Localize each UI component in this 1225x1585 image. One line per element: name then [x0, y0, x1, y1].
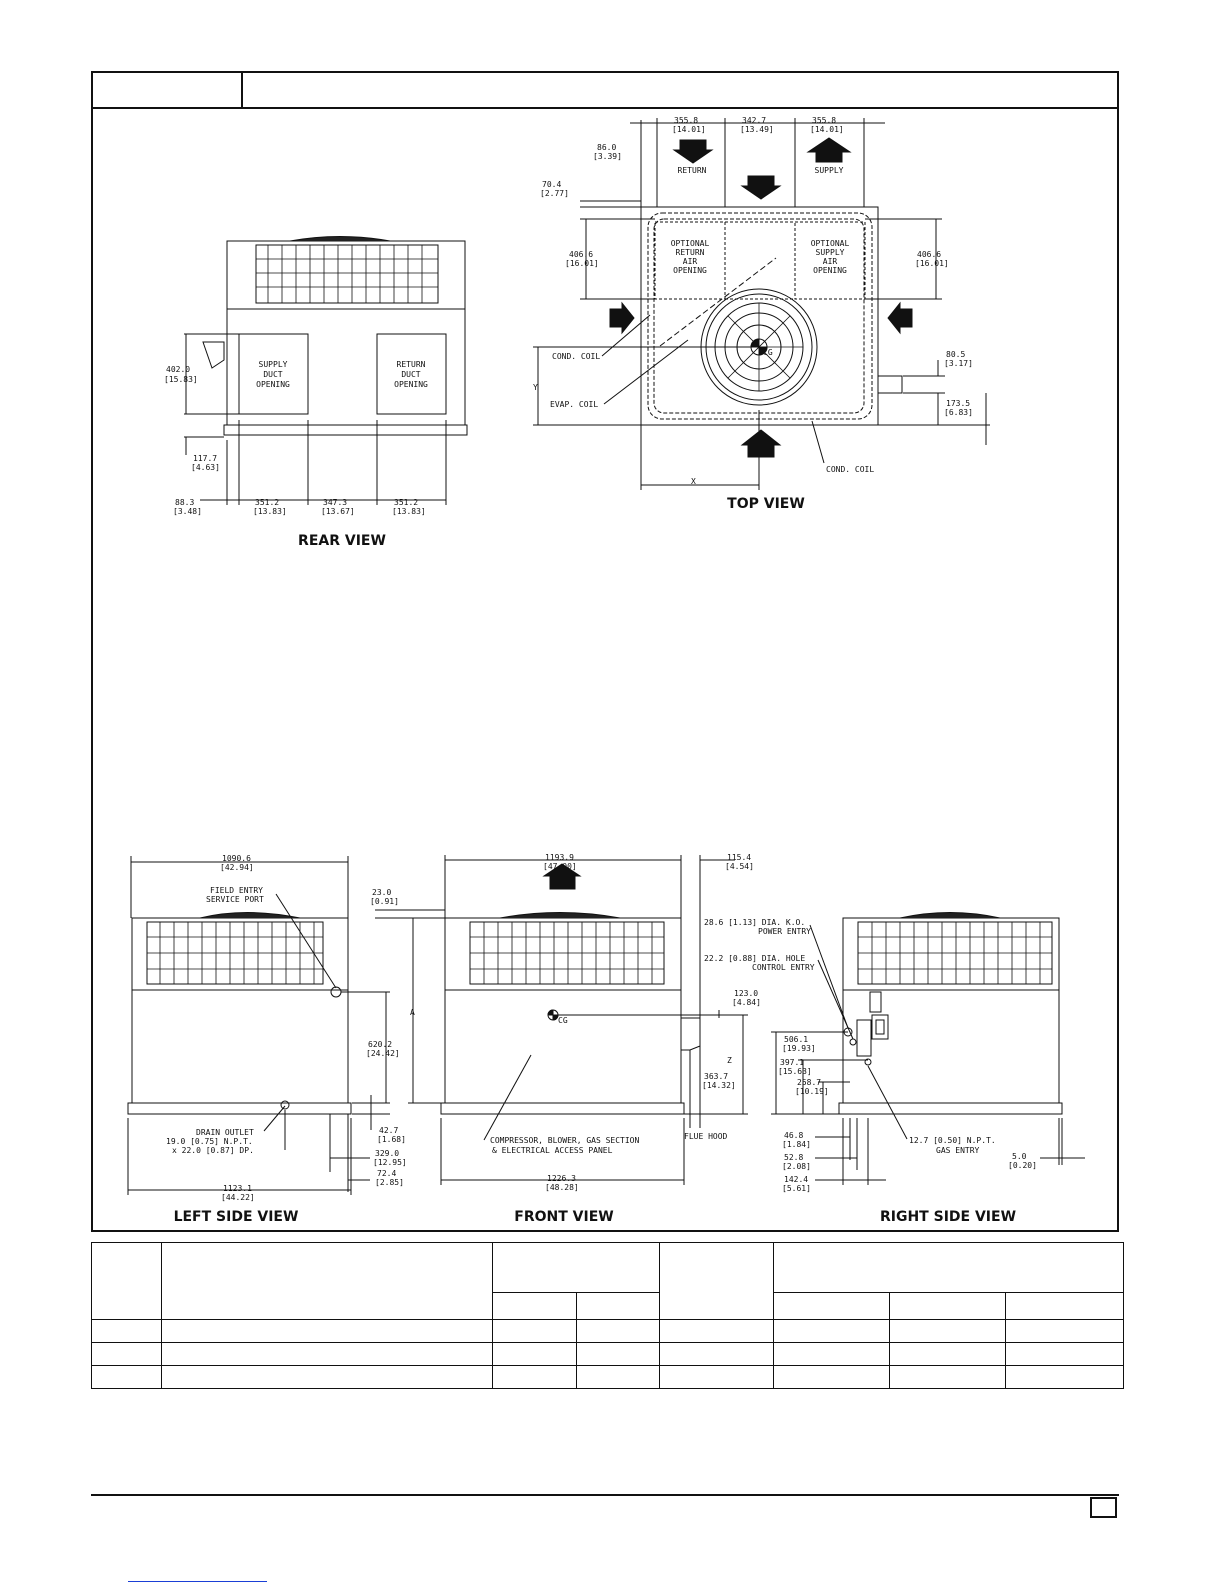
rear-return-label-1: RETURN: [396, 360, 426, 369]
front-z-label: Z: [727, 1056, 732, 1065]
right-dim-d1-in: [19.93]: [782, 1044, 816, 1053]
front-dim-total-in: [48.28]: [545, 1183, 579, 1192]
top-dim-1-in: [14.01]: [672, 125, 706, 134]
right-dim-d1: 506.1: [784, 1035, 809, 1044]
left-dim-d2: 72.4: [377, 1169, 397, 1178]
front-cg-label: CG: [558, 1016, 568, 1025]
panel-label-1: COMPRESSOR, BLOWER, GAS SECTION: [490, 1136, 640, 1145]
left-dim-d1-in: [12.95]: [373, 1158, 407, 1167]
top-dim-6-in: [16.01]: [565, 259, 599, 268]
left-dim-d2-in: [2.85]: [375, 1178, 404, 1187]
top-dim-8-in: [3.17]: [944, 359, 973, 368]
rear-return-label-3: OPENING: [394, 380, 428, 389]
right-dim-d6: 142.4: [784, 1175, 809, 1184]
drain-label-2: 19.0 [0.75] N.P.T.: [166, 1137, 253, 1146]
top-dim-9-in: [6.83]: [944, 408, 973, 417]
right-dim-d4-in: [1.84]: [782, 1140, 811, 1149]
top-dim-4: 86.0: [597, 143, 617, 152]
opt-supply-1: OPTIONAL: [810, 239, 850, 248]
footer-rule: [91, 1494, 1119, 1496]
right-dim-d6-in: [5.61]: [782, 1184, 811, 1193]
top-x-label: X: [691, 477, 696, 486]
rear-dim-left-in: [3.48]: [173, 507, 202, 516]
spec-table: [91, 1242, 1124, 1389]
front-dim-hood: 115.4: [727, 853, 752, 862]
top-dim-1: 355.8: [674, 116, 699, 125]
right-dim-d5-in: [2.08]: [782, 1162, 811, 1171]
field-entry-1: FIELD ENTRY: [210, 886, 263, 895]
opt-return-1: OPTIONAL: [670, 239, 710, 248]
rear-dim-base-in: [4.63]: [191, 463, 220, 472]
front-a-label: A: [410, 1008, 415, 1017]
top-dim-4-in: [3.39]: [593, 152, 622, 161]
rear-return-label-2: DUCT: [401, 370, 421, 379]
front-dim-width: 1193.9: [545, 853, 574, 862]
front-dim-d2: 363.7: [704, 1072, 729, 1081]
right-dim-d5: 52.8: [784, 1153, 804, 1162]
top-y-label: Y: [533, 383, 538, 392]
left-dim-d1: 329.0: [375, 1149, 400, 1158]
left-dim-width: 1090.6: [222, 854, 251, 863]
top-view: [533, 118, 990, 490]
front-dim-hood-in: [4.54]: [725, 862, 754, 871]
right-dim-d2-in: [15.63]: [778, 1067, 812, 1076]
table-header-row: [92, 1243, 1124, 1293]
top-dim-5: 70.4: [542, 180, 562, 189]
gas-label-2: GAS ENTRY: [936, 1146, 980, 1155]
dim-top-23: 23.0: [372, 888, 392, 897]
top-return-label: RETURN: [677, 166, 707, 175]
front-dim-d2-in: [14.32]: [702, 1081, 736, 1090]
rear-dim-height: 402.0: [166, 365, 191, 374]
rear-supply-label-3: OPENING: [256, 380, 290, 389]
rear-dim-left: 88.3: [175, 498, 195, 507]
top-view-title: TOP VIEW: [727, 496, 805, 512]
left-dim-h1: 620.2: [368, 1040, 393, 1049]
right-dim-d7-in: [0.20]: [1008, 1161, 1037, 1170]
opt-return-2: RETURN: [675, 248, 705, 257]
top-cg-label: CG: [763, 348, 773, 357]
power-label-2: POWER ENTRY: [758, 927, 811, 936]
rear-dim-height-in: [15.83]: [164, 375, 198, 384]
page-number-box: [1090, 1497, 1117, 1518]
front-dim-d1: 123.0: [734, 989, 759, 998]
right-view-title: RIGHT SIDE VIEW: [879, 1209, 1017, 1225]
field-entry-2: SERVICE PORT: [206, 895, 264, 904]
rear-dim-w2: 347.3: [323, 498, 348, 507]
opt-supply-3: AIR: [822, 257, 838, 266]
top-dim-7: 406.6: [917, 250, 942, 259]
opt-supply-2: SUPPLY: [815, 248, 845, 257]
left-dim-h1-in: [24.42]: [366, 1049, 400, 1058]
control-label-2: CONTROL ENTRY: [752, 963, 815, 972]
left-dim-total: 1123.1: [223, 1184, 252, 1193]
opt-return-4: OPENING: [673, 266, 707, 275]
rear-dim-w2-in: [13.67]: [321, 507, 355, 516]
rear-view-title: REAR VIEW: [298, 533, 386, 549]
table-row: [92, 1320, 1124, 1343]
right-dim-d2: 397.1: [780, 1058, 805, 1067]
top-dim-2-in: [13.49]: [740, 125, 774, 134]
dim-top-23-in: [0.91]: [370, 897, 399, 906]
drain-label-3: x 22.0 [0.87] DP.: [172, 1146, 254, 1155]
table-row: [92, 1366, 1124, 1389]
left-dim-total-in: [44.22]: [221, 1193, 255, 1202]
rear-dim-w1: 351.2: [255, 498, 280, 507]
left-dim-h2: 42.7: [379, 1126, 399, 1135]
drain-label-1: DRAIN OUTLET: [196, 1128, 254, 1137]
rear-dim-base: 117.7: [193, 454, 218, 463]
top-dim-6: 406.6: [569, 250, 594, 259]
rear-dim-w3-in: [13.83]: [392, 507, 426, 516]
control-label-1: 22.2 [0.88] DIA. HOLE: [704, 954, 806, 963]
front-dim-total: 1226.3: [547, 1174, 576, 1183]
power-label-1: 28.6 [1.13] DIA. K.O.: [704, 918, 806, 927]
top-supply-label: SUPPLY: [814, 166, 844, 175]
rear-view: [184, 237, 467, 506]
right-dim-d3-in: [10.19]: [795, 1087, 829, 1096]
top-dim-9: 173.5: [946, 399, 971, 408]
front-dim-d1-in: [4.84]: [732, 998, 761, 1007]
cond-coil-label-1: COND. COIL: [552, 352, 601, 361]
opt-supply-4: OPENING: [813, 266, 847, 275]
flue-hood-label: FLUE HOOD: [684, 1132, 728, 1141]
top-dim-3-in: [14.01]: [810, 125, 844, 134]
right-dim-d3: 258.7: [797, 1078, 822, 1087]
evap-coil-label: EVAP. COIL: [550, 400, 599, 409]
top-dim-3: 355.8: [812, 116, 837, 125]
right-dim-d7: 5.0: [1012, 1152, 1027, 1161]
top-dim-7-in: [16.01]: [915, 259, 949, 268]
left-dim-width-in: [42.94]: [220, 863, 254, 872]
table-row: [92, 1343, 1124, 1366]
gas-label-1: 12.7 [0.50] N.P.T.: [909, 1136, 996, 1145]
front-view-title: FRONT VIEW: [514, 1209, 614, 1225]
rear-supply-label-2: DUCT: [263, 370, 283, 379]
top-dim-5-in: [2.77]: [540, 189, 569, 198]
top-dim-2: 342.7: [742, 116, 767, 125]
footer-link[interactable]: [128, 1581, 267, 1582]
rear-dim-w1-in: [13.83]: [253, 507, 287, 516]
right-dim-d4: 46.8: [784, 1131, 804, 1140]
top-dim-8: 80.5: [946, 350, 966, 359]
cond-coil-label-2: COND. COIL: [826, 465, 875, 474]
opt-return-3: AIR: [682, 257, 698, 266]
rear-supply-label-1: SUPPLY: [258, 360, 288, 369]
left-dim-h2-in: [1.68]: [377, 1135, 406, 1144]
panel-label-2: & ELECTRICAL ACCESS PANEL: [492, 1146, 613, 1155]
front-dim-width-in: [47.00]: [543, 862, 577, 871]
rear-dim-w3: 351.2: [394, 498, 419, 507]
left-view-title: LEFT SIDE VIEW: [173, 1209, 299, 1225]
